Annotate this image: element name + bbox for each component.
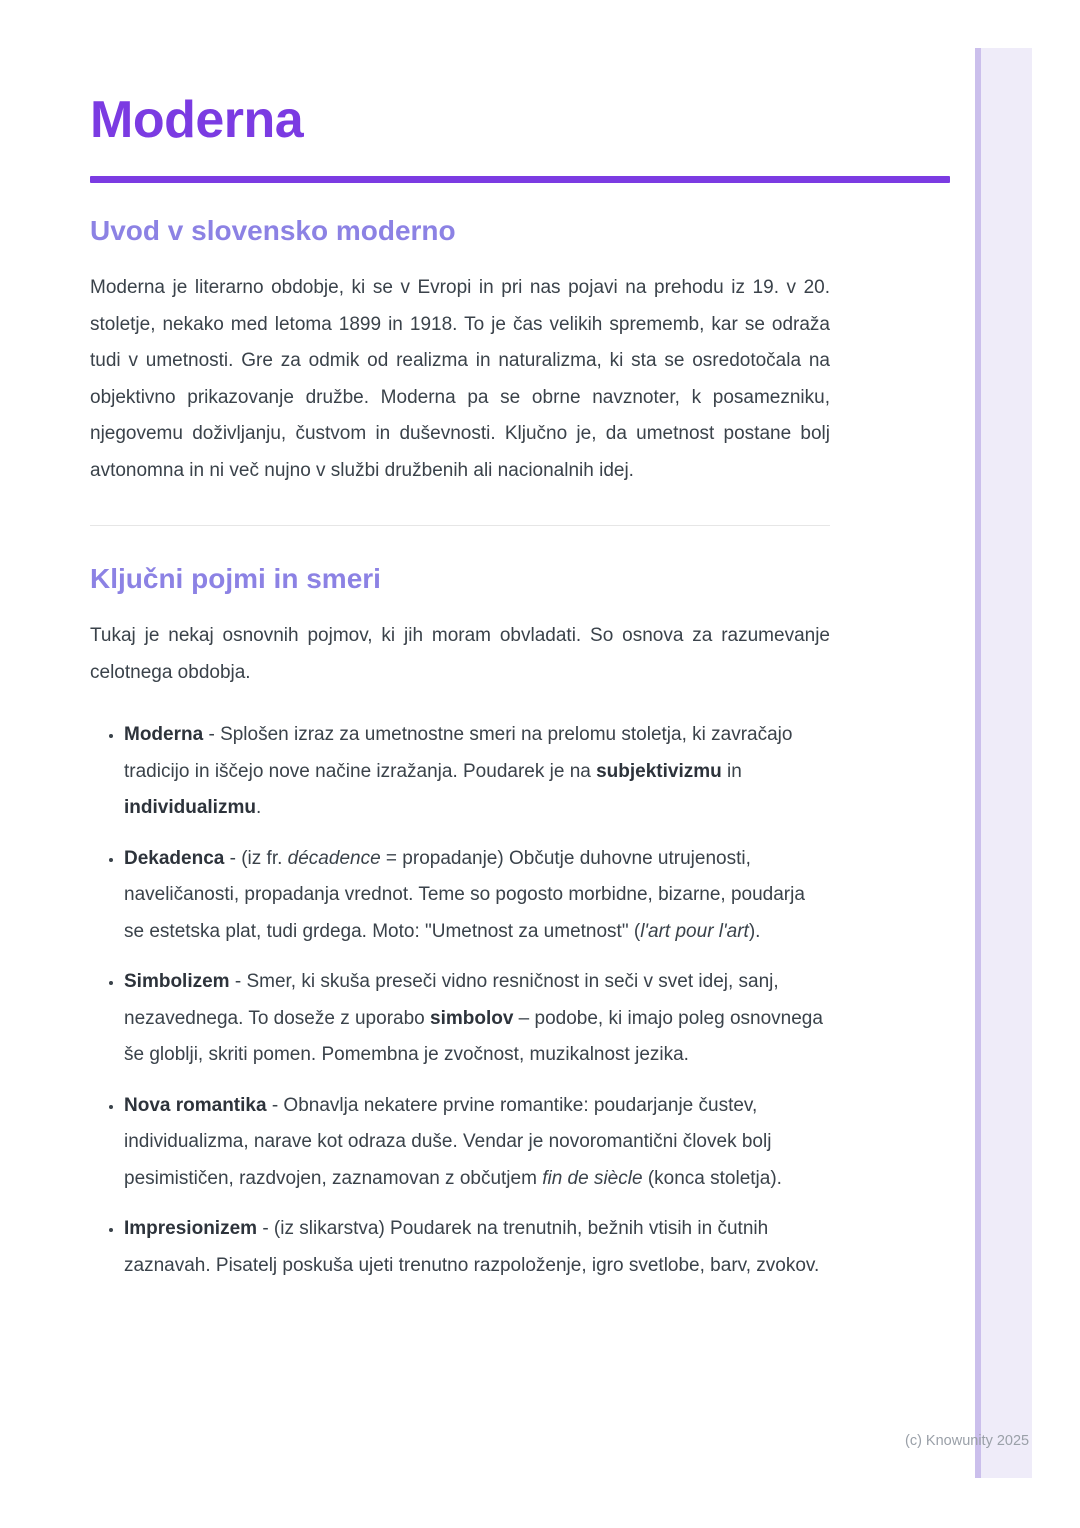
key-terms-list — [90, 717, 830, 1284]
document-body — [90, 0, 830, 1298]
list-item: • Dekadenca - (iz fr. décadence = propadanje) Občutje duhovne utrujenosti, naveličanosti, propadanja vrednot. Teme so pogosto morbidne, bizarne, poudarja se estetska plat, tudi grdega. Moto: "Umetnost za umetnost" (l'art pour l'art). — [124, 841, 830, 951]
section-heading-pojmi: Ključni pojmi in smeri — [90, 563, 381, 594]
decorative-side-panel — [975, 48, 1032, 1478]
copyright-footer: (c) Knowunity 2025 — [905, 1433, 1030, 1449]
intro-paragraph: Moderna je literarno obdobje, ki se v Evropi in pri nas pojavi na prehodu iz 19. v 20. stoletje, nekako med letoma 1899 in 1918. To je čas velikih sprememb, kar se odraža tudi v umetnosti. Gre za odmik od realizma in naturalizma, ki sta se osredotočala na objektivno prikazovanje družbe. Moderna pa se obrne navznoter, k posamezniku, njegovemu doživljanju, čustvom in duševnosti. Ključno je, da umetnost postane bolj avtonomna in ni več nujno v službi družbenih ali nacionalnih idej. — [90, 277, 830, 481]
list-item: • Moderna - Splošen izraz za umetnostne smeri na prelomu stoletja, ki zavračajo tradicijo in iščejo nove načine izražanja. Poudarek je na subjektivizmu in individualizmu. — [124, 717, 830, 827]
list-item: • Nova romantika - Obnavlja nekatere prvine romantike: poudarjanje čustev, individualizma, narave kot odraza duše. Vendar je novoromantični človek bolj pesimističen, razdvojen, zaznamovan z občutjem fin de siècle (konca stoletja). — [124, 1088, 830, 1198]
list-item: • Impresionizem - (iz slikarstva) Poudarek na trenutnih, bežnih vtisih in čutnih zaznavah. Pisatelj poskuša ujeti trenutno razpoloženje, igro svetlobe, barv, zvokov. — [124, 1211, 830, 1284]
list-item: • Simbolizem - Smer, ki skuša preseči vidno resničnost in seči v svet idej, sanj, nezavednega. To doseže z uporabo simbolov – podobe, ki imajo poleg osnovnega še globlji, skriti pomen. Pomembna je zvočnost, muzikalnost jezika. — [124, 964, 830, 1074]
title-underline-rule — [90, 176, 950, 183]
section-heading-uvod: Uvod v slovensko moderno — [90, 215, 456, 246]
pojmi-intro-paragraph: Tukaj je nekaj osnovnih pojmov, ki jih moram obvladati. So osnova za razumevanje celotnega obdobja. — [90, 625, 830, 683]
section-divider — [90, 525, 830, 526]
page-title: Moderna — [90, 91, 304, 149]
